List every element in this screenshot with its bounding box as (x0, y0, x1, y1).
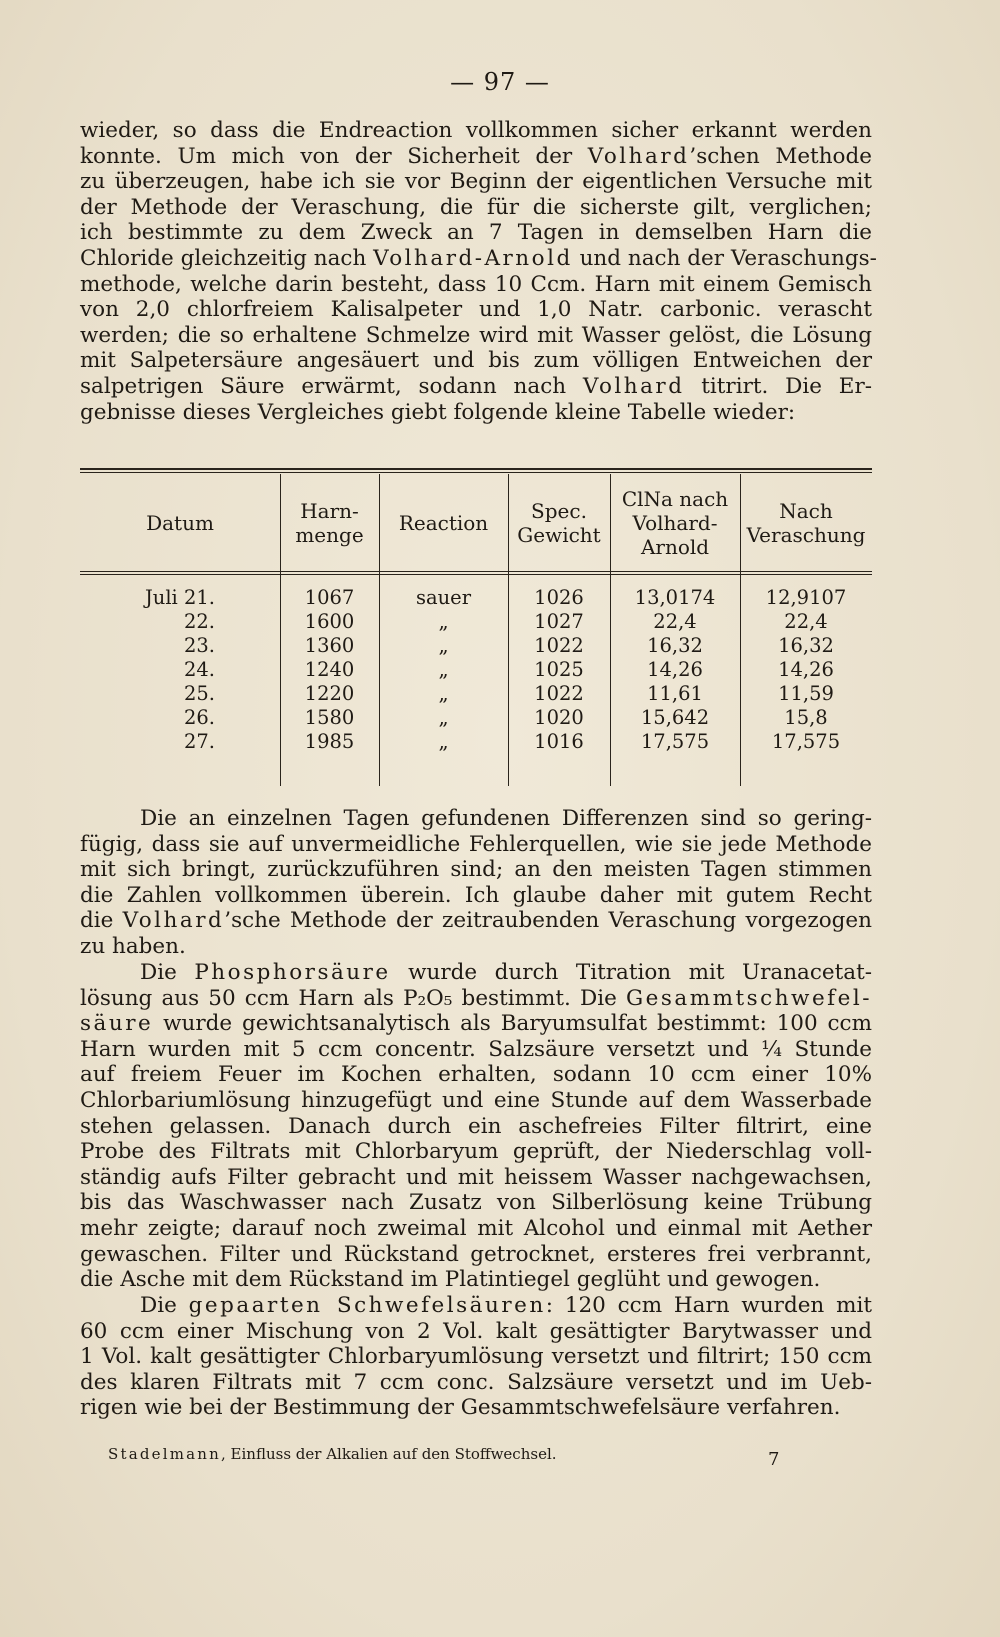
text-run: ’sche Methode der zeitraubenden Veraschung vorgezogen (224, 908, 872, 934)
table-top-rule-thin (80, 472, 872, 473)
table-cell: 12,9107 (765, 586, 847, 609)
table-row (80, 730, 872, 754)
table-cell: 22. (183, 610, 215, 633)
paired-sulfuric-acid-paragraph (80, 1293, 872, 1421)
text-run: methode, welche darin besteht, dass 10 Ccm. Harn mit einem Gemisch (80, 271, 872, 297)
text-line (80, 1293, 872, 1319)
text-run: des klaren Filtrats mit 7 ccm conc. Salzsäure versetzt und im Ueb- (80, 1369, 872, 1395)
emphasized-text: Gesammtschwefel- (625, 985, 872, 1011)
table-header-cell (740, 499, 872, 547)
text-run: und nach der Veraschungs- (572, 245, 877, 271)
table-cell: „ (438, 682, 449, 705)
table-header-rule-thin (80, 574, 872, 575)
text-line (80, 144, 872, 170)
emphasized-text: Volhard (587, 143, 690, 169)
table-row (80, 586, 872, 610)
table-header-cell (379, 511, 508, 535)
footer-author: Stadelmann (108, 1445, 222, 1463)
text-line (80, 806, 872, 832)
header-line: Volhard- (632, 510, 718, 535)
table-cell: „ (438, 730, 449, 753)
text-run: gebnisse dieses Vergleiches giebt folgende kleine Tabelle wieder: (80, 399, 796, 425)
text-run: Die an einzelnen Tagen gefundenen Differenzen sind so gering- (140, 806, 872, 831)
text-line (80, 1216, 872, 1242)
comparison-table (80, 468, 872, 786)
table-row (80, 634, 872, 658)
text-run: Chloride gleichzeitig nach (80, 245, 374, 271)
text-line (80, 1088, 872, 1114)
text-run: werden; die so erhaltene Schmelze wird mit Wasser gelöst, die Lösung (80, 322, 872, 348)
text-run: wurde durch Titration mit Uranacetat- (390, 960, 873, 985)
text-line (80, 195, 872, 221)
table-top-rule (80, 468, 872, 470)
footer-citation (108, 1445, 557, 1463)
text-run: lösung aus 50 ccm Harn als P₂O₅ bestimmt. Die (80, 985, 626, 1011)
header-line: Reaction (398, 510, 489, 535)
text-line (80, 986, 872, 1012)
table-cell: 1025 (534, 658, 584, 681)
page-number: — 97 — (450, 68, 550, 96)
table-cell: 1067 (304, 586, 355, 609)
text-run: die Zahlen vollkommen überein. Ich glaube daher mit gutem Recht (80, 882, 872, 908)
text-run: stehen gelassen. Danach durch ein aschefreies Filter filtrirt, eine (80, 1113, 872, 1139)
header-line: Nach (779, 498, 833, 523)
table-cell: 14,26 (778, 658, 834, 681)
text-run: Chlorbariumlösung hinzugefügt und eine Stunde auf dem Wasserbade (80, 1087, 872, 1113)
text-line (80, 297, 872, 323)
text-line (80, 1267, 872, 1293)
text-line (80, 323, 872, 349)
emphasized-text: säure (80, 1011, 154, 1037)
table-cell: 27. (183, 730, 215, 753)
table-cell: 24. (183, 658, 215, 681)
text-line (80, 1190, 872, 1216)
table-cell: 1240 (304, 658, 355, 681)
table-cell: 11,61 (647, 682, 703, 705)
header-line: ClNa nach (621, 486, 729, 511)
text-run: salpetrigen Säure erwärmt, sodann nach (80, 373, 583, 399)
text-run: ’schen Methode (689, 143, 872, 169)
text-line (80, 1037, 872, 1063)
table-cell: 1580 (304, 706, 355, 729)
text-line (80, 1062, 872, 1088)
table-cell: 23. (183, 634, 215, 657)
table-cell: 17,575 (640, 730, 710, 753)
phosphoric-acid-paragraph (80, 960, 872, 1293)
header-line: Arnold (640, 534, 710, 559)
table-header-cell (80, 511, 280, 535)
table-row (80, 706, 872, 730)
table-cell: „ (438, 610, 449, 633)
table-cell: 13,0174 (634, 586, 716, 609)
text-line (80, 832, 872, 858)
differences-paragraph (80, 806, 872, 960)
table-cell: 16,32 (778, 634, 834, 657)
header-line: Datum (146, 510, 214, 535)
text-line (80, 169, 872, 195)
text-line (80, 272, 872, 298)
intro-paragraph (80, 118, 877, 425)
header-line: menge (295, 522, 364, 547)
table-cell: 15,642 (640, 706, 710, 729)
table-cell: sauer (415, 586, 472, 609)
text-run: konnte. Um mich von der Sicherheit der (80, 143, 588, 169)
text-line (80, 1011, 872, 1037)
table-cell: 1026 (534, 586, 584, 609)
table-cell: „ (438, 634, 449, 657)
text-line (80, 857, 872, 883)
text-line (80, 1139, 872, 1165)
table-cell: 25. (183, 682, 215, 705)
text-run: 60 ccm einer Mischung von 2 Vol. kalt gesättigter Barytwasser und (80, 1318, 872, 1344)
table-cell: 1016 (534, 730, 584, 753)
text-line (80, 934, 872, 960)
text-run: Die (140, 1293, 189, 1318)
text-run: zu überzeugen, habe ich sie vor Beginn der eigentlichen Versuche mit (80, 169, 872, 195)
text-run: wurde gewichtsanalytisch als Baryumsulfat bestimmt: 100 ccm (153, 1011, 872, 1037)
table-cell: 22,4 (784, 610, 828, 633)
text-run: wieder, so dass die Endreaction vollkommen sicher erkannt werden (80, 118, 872, 143)
text-run: mehr zeigte; darauf noch zweimal mit Alcohol und einmal mit Aether (80, 1215, 872, 1241)
text-run: fügig, dass sie auf unvermeidliche Fehlerquellen, wie sie jede Methode (80, 831, 872, 857)
text-run: ich bestimmte zu dem Zweck an 7 Tagen in demselben Harn die (80, 220, 872, 246)
text-line (80, 374, 872, 400)
text-line (80, 883, 872, 909)
text-run: Probe des Filtrats mit Chlorbaryum geprüft, der Niederschlag voll- (80, 1139, 872, 1165)
emphasized-text: Phosphorsäure (194, 960, 391, 985)
table-cell: 1022 (534, 682, 584, 705)
table-header-cell (508, 499, 610, 547)
table-cell: 1360 (304, 634, 355, 657)
header-line: Spec. (531, 498, 587, 523)
text-run: ständig aufs Filter gebracht und mit heissem Wasser nachgewachsen, (80, 1164, 872, 1190)
emphasized-text: Volhard (582, 373, 685, 399)
emphasized-text: Volhard-Arnold (373, 245, 573, 271)
text-line (80, 400, 872, 426)
table-cell: 17,575 (771, 730, 841, 753)
text-run: 1 Vol. kalt gesättigter Chlorbaryumlösung versetzt und filtrirt; 150 ccm (80, 1344, 872, 1370)
table-header-cell (610, 487, 740, 559)
emphasized-text: gepaarten Schwefelsäuren (188, 1293, 546, 1318)
table-cell: Juli 21. (144, 586, 215, 609)
table-cell: 1985 (304, 730, 355, 753)
table-cell: 26. (183, 706, 215, 729)
table-cell: 16,32 (647, 634, 703, 657)
text-run: gewaschen. Filter und Rückstand getrocknet, ersteres frei verbrannt, (80, 1241, 872, 1267)
text-line (80, 1242, 872, 1268)
text-run: zu haben. (80, 933, 186, 959)
text-line (80, 348, 872, 374)
table-cell: 14,26 (647, 658, 703, 681)
text-line (80, 908, 872, 934)
text-line (80, 1114, 872, 1140)
text-line (80, 1370, 872, 1396)
table-cell: 1600 (304, 610, 355, 633)
table-cell: 1220 (304, 682, 355, 705)
text-run: die Asche mit dem Rückstand im Platintiegel geglüht und gewogen. (80, 1267, 821, 1293)
header-line: Harn- (300, 498, 359, 523)
text-run: die (80, 908, 123, 934)
text-line (80, 1165, 872, 1191)
table-cell: „ (438, 706, 449, 729)
table-header-cell (280, 499, 379, 547)
signature-mark: 7 (768, 1449, 780, 1470)
text-line (80, 1344, 872, 1370)
text-line (80, 1319, 872, 1345)
emphasized-text: Volhard (122, 908, 225, 934)
table-cell: 11,59 (778, 682, 834, 705)
table-cell: 1027 (534, 610, 584, 633)
text-run: Harn wurden mit 5 ccm concentr. Salzsäure versetzt und ¼ Stunde (80, 1036, 872, 1062)
table-row (80, 658, 872, 682)
text-run: mit sich bringt, zurückzuführen sind; an den meisten Tagen stimmen (80, 857, 872, 883)
text-run: der Methode der Veraschung, die für die sicherste gilt, verglichen; (80, 194, 872, 220)
table-row (80, 610, 872, 634)
text-run: mit Salpetersäure angesäuert und bis zum völligen Entweichen der (80, 348, 872, 374)
table-row (80, 682, 872, 706)
text-run: rigen wie bei der Bestimmung der Gesammtschwefelsäure verfahren. (80, 1395, 841, 1421)
table-cell: 1020 (534, 706, 584, 729)
table-header-rule (80, 571, 872, 572)
text-line (80, 118, 872, 144)
text-run: Die (140, 960, 195, 985)
table-cell: 22,4 (653, 610, 697, 633)
text-run: : 120 ccm Harn wurden mit (545, 1293, 872, 1318)
header-line: Veraschung (746, 522, 866, 547)
text-run: von 2,0 chlorfreiem Kalisalpeter und 1,0 Natr. carbonic. verascht (80, 297, 872, 323)
table-cell: 15,8 (784, 706, 828, 729)
text-run: auf freiem Feuer im Kochen erhalten, sodann 10 ccm einer 10% (80, 1062, 872, 1088)
text-line (80, 1395, 872, 1421)
footer-title: , Einfluss der Alkalien auf den Stoffwechsel. (221, 1445, 557, 1463)
text-run: titrirt. Die Er- (684, 373, 873, 399)
text-line (80, 960, 872, 986)
table-cell: „ (438, 658, 449, 681)
text-line (80, 245, 877, 272)
text-run: bis das Waschwasser nach Zusatz von Silberlösung keine Trübung (80, 1190, 872, 1216)
header-line: Gewicht (517, 522, 601, 547)
table-cell: 1022 (534, 634, 584, 657)
text-line (80, 220, 872, 246)
